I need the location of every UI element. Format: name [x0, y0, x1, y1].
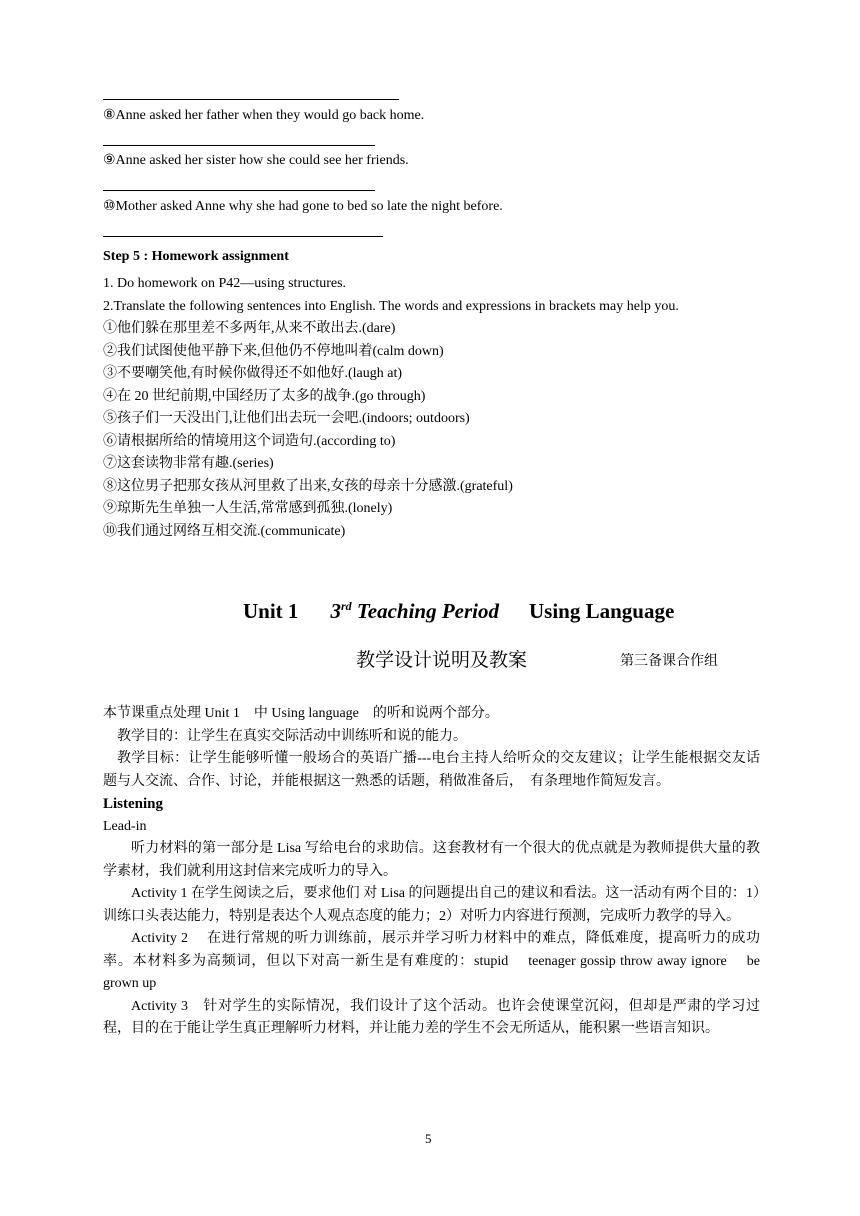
subtitle: 教学设计说明及教案 — [356, 650, 528, 671]
exercise-8: ⑧Anne asked her father when they would go back home. — [103, 108, 425, 123]
homework-item: ②我们试图使他平静下来,但他仍不停地叫着(calm down) — [103, 343, 444, 359]
homework-item: ⑧这位男子把那女孩从河里救了出来,女孩的母亲十分感激.(grateful) — [103, 478, 513, 494]
purpose-paragraph: 教学目的：让学生在真实交际活动中训练听和说的能力。 — [117, 728, 467, 744]
activity-1-paragraph: Activity 1 在学生阅读之后，要求他们 对 Lisa 的问题提出自己的建议和看法。这一活动有两个目的：1）训练口头表达能力，特别是表达个人观点态度的能力；2）对听力内容进行预测，完成听力教学的导入。 — [103, 886, 760, 924]
homework-item: ⑨琼斯先生单独一人生活,常常感到孤独.(lonely) — [103, 501, 393, 516]
title-section: Using Language — [529, 599, 675, 623]
homework-item: ⑩我们通过网络互相交流.(communicate) — [103, 523, 346, 539]
activity-2-paragraph: Activity 2 在进行常规的听力训练前，展示并学习听力材料中的难点，降低难度，提高听力的成功率。本材料多为高频词，但以下对高一新生是有难度的：stupid teenager gossip throw away ignore be grown up — [103, 931, 760, 991]
title-period: 3rd Teaching Period — [330, 599, 499, 623]
listening-heading: Listening — [103, 796, 164, 812]
homework-item: ⑤孩子们一天没出门,让他们出去玩一会吧.(indoors; outdoors) — [103, 411, 470, 426]
exercise-9: ⑨Anne asked her sister how she could see her friends. — [103, 153, 409, 168]
answer-blank-9 — [103, 190, 375, 191]
answer-blank-7 — [103, 99, 399, 100]
homework-item: ①他们躲在那里差不多两年,从来不敢出去.(dare) — [103, 321, 396, 336]
goal-paragraph: 教学目标：让学生能够听懂一般场合的英语广播---电台主持人给听众的交友建议；让学生能根据交友话题与人交流、合作、讨论，并能根据这一熟悉的话题，稍做准备后， 有条理地作简短发言。 — [103, 751, 760, 789]
section-title — [243, 599, 674, 624]
author-group: 第三备课合作组 — [620, 654, 718, 669]
answer-blank-10 — [103, 236, 383, 237]
leadin-label: Lead-in — [103, 818, 147, 834]
homework-item: 2.Translate the following sentences into English. The words and expressions in brackets may help you. — [103, 298, 679, 314]
homework-item: ④在 20 世纪前期,中国经历了太多的战争.(go through) — [103, 388, 426, 404]
exercise-10: ⑩Mother asked Anne why she had gone to bed so late the night before. — [103, 199, 503, 214]
intro-paragraph: 本节课重点处理 Unit 1 中 Using language 的听和说两个部分。 — [103, 706, 499, 721]
leadin-paragraph: 听力材料的第一部分是 Lisa 写给电台的求助信。这套教材有一个很大的优点就是为教师提供大量的教学素材，我们就利用这封信来完成听力的导入。 — [103, 841, 760, 879]
homework-item: ⑥请根据所给的情境用这个词造句.(according to) — [103, 433, 396, 449]
title-unit: Unit 1 — [243, 599, 299, 623]
page-number: 5 — [425, 1131, 432, 1146]
homework-heading: Step 5 : Homework assignment — [103, 249, 289, 264]
activity-3-paragraph: Activity 3 针对学生的实际情况，我们设计了这个活动。也许会使课堂沉闷，但却是严肃的学习过程，目的在于能让学生真正理解听力材料，并让能力差的学生不会无所适从，能积累一些语言知识。 — [103, 998, 760, 1036]
homework-item: 1. Do homework on P42—using structures. — [103, 276, 347, 291]
homework-list — [103, 273, 679, 543]
lesson-body — [103, 703, 760, 1041]
answer-blank-8 — [103, 145, 375, 146]
homework-item: ⑦这套读物非常有趣.(series) — [103, 456, 274, 471]
homework-item: ③不要嘲笑他,有时候你做得还不如他好.(laugh at) — [103, 366, 403, 381]
